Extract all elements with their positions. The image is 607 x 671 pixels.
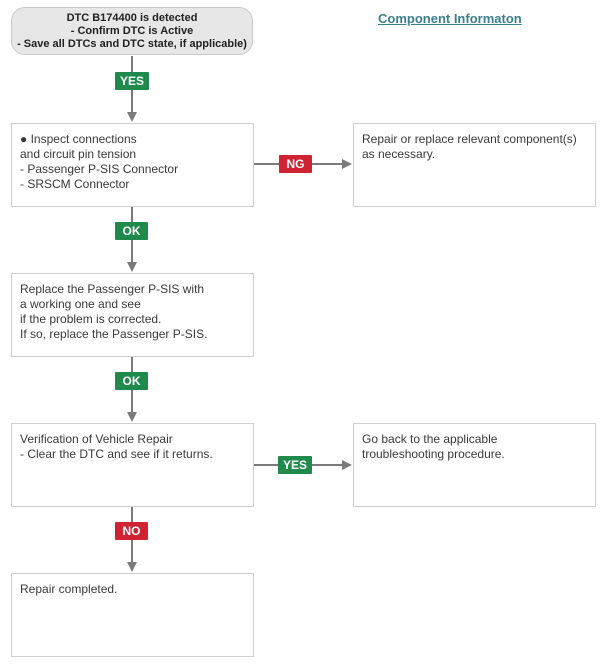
step3-box <box>11 423 254 507</box>
step1-box <box>11 123 254 207</box>
yes-result-line2: troubleshooting procedure. <box>362 447 505 461</box>
ok-badge-2: OK <box>115 372 148 390</box>
component-information-link[interactable]: Component Informaton <box>378 11 522 26</box>
yes-result-box <box>353 423 596 507</box>
step3-line2: - Clear the DTC and see if it returns. <box>20 447 213 461</box>
step1-line2: and circuit pin tension <box>20 147 137 161</box>
start-box-line1: DTC B174400 is detected <box>66 12 198 24</box>
step1-line4: - SRSCM Connector <box>20 177 130 191</box>
yes-result-line1: Go back to the applicable <box>362 432 498 446</box>
step2-line4: If so, replace the Passenger P-SIS. <box>20 327 208 341</box>
step2-line3: if the problem is corrected. <box>20 312 162 326</box>
no-badge: NO <box>115 522 148 540</box>
start-box-line2: - Confirm DTC is Active <box>70 25 194 37</box>
step2-line2: a working one and see <box>20 297 141 311</box>
step2-line1: Replace the Passenger P-SIS with <box>20 282 205 296</box>
ng-result-line2: as necessary. <box>362 147 436 161</box>
start-box-line3: - Save all DTCs and DTC state, if applicable) <box>17 38 247 50</box>
step1-line1: ● Inspect connections <box>20 132 137 146</box>
final-box <box>11 573 254 657</box>
ng-badge: NG <box>279 155 312 173</box>
yes-badge-top: YES <box>115 72 149 90</box>
step1-line3: - Passenger P-SIS Connector <box>20 162 179 176</box>
ng-result-line1: Repair or replace relevant component(s) <box>362 132 577 146</box>
yes-badge-right: YES <box>278 456 312 474</box>
ng-result-box <box>353 123 596 207</box>
ok-badge-1: OK <box>115 222 148 240</box>
start-box <box>11 7 253 55</box>
step3-line1: Verification of Vehicle Repair <box>20 432 173 446</box>
final-line1: Repair completed. <box>20 582 118 596</box>
step2-box <box>11 273 254 357</box>
